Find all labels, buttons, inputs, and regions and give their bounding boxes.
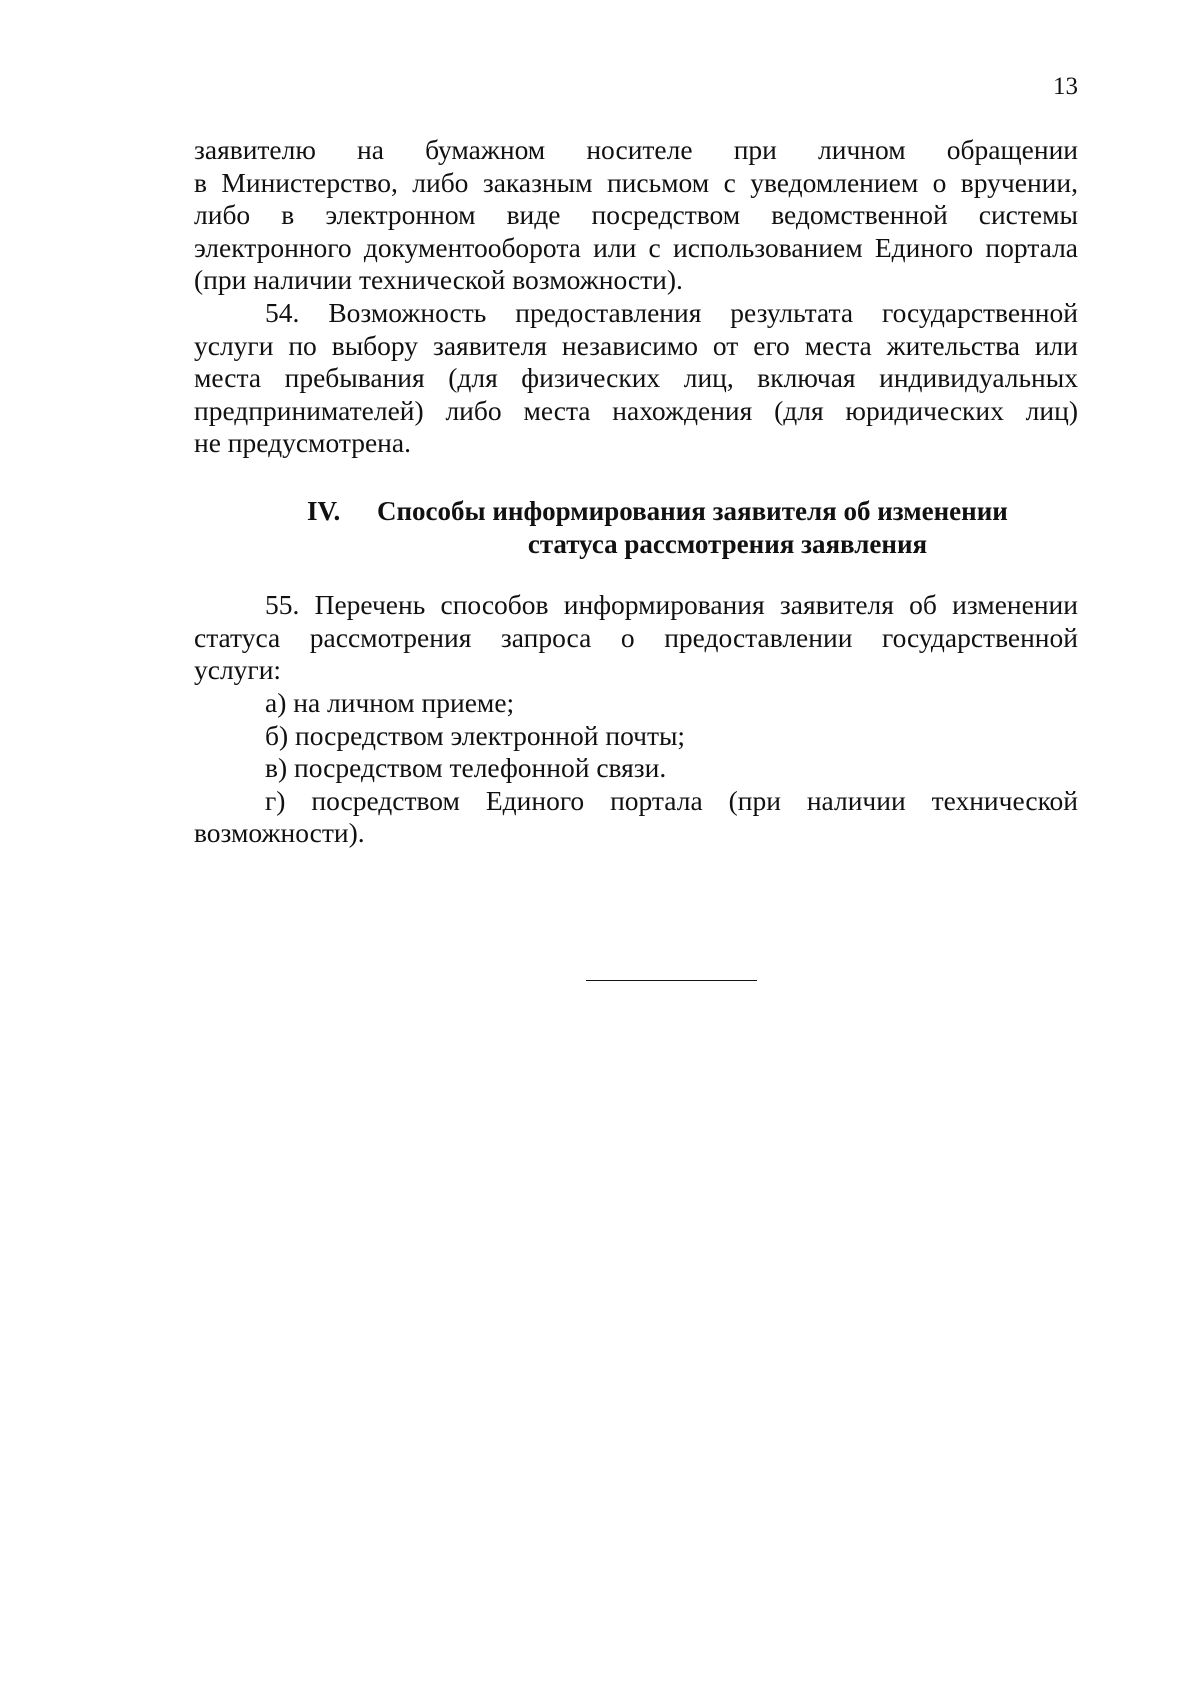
- list-item: г) посредством Единого портала (при наличии технической: [265, 784, 1078, 816]
- page-number: 13: [1053, 73, 1078, 100]
- text-line: (при наличии технической возможности).: [194, 264, 683, 296]
- text-line: заявителю на бумажном носителе при личном обращении: [194, 134, 1078, 165]
- method-list: [194, 687, 1078, 850]
- paragraph-54: [194, 297, 1078, 460]
- list-item: в) посредством телефонной связи.: [265, 752, 667, 784]
- section-heading: [194, 495, 1078, 561]
- end-divider-line: [586, 980, 757, 981]
- text-line: в Министерство, либо заказным письмом с уведомлением о вручении,: [194, 166, 1078, 198]
- section-title-line2: статуса рассмотрения заявления: [527, 529, 928, 559]
- text-line: не предусмотрена.: [194, 427, 411, 459]
- paragraph-55: [194, 589, 1078, 687]
- list-item: б) посредством электронной почты;: [265, 719, 686, 751]
- text-line: места пребывания (для физических лиц, включая индивидуальных: [194, 362, 1078, 394]
- text-line: электронного документооборота или с использованием Единого портала: [194, 231, 1078, 263]
- text-line: услуги по выбору заявителя независимо от его места жительства или: [194, 329, 1078, 361]
- text-line: 55. Перечень способов информирования заявителя об изменении: [265, 589, 1078, 620]
- list-item: а) на личном приеме;: [265, 687, 515, 718]
- text-line: услуги:: [194, 654, 282, 686]
- paragraph-53-continuation: [194, 134, 1078, 297]
- text-line: предпринимателей) либо места нахождения (для юридических лиц): [194, 394, 1078, 426]
- text-line: 54. Возможность предоставления результата государственной: [265, 297, 1078, 328]
- list-item-continuation: возможности).: [194, 817, 365, 849]
- section-numeral: IV.: [307, 496, 341, 526]
- text-line: статуса рассмотрения запроса о предоставлении государственной: [194, 621, 1078, 653]
- section-title-line1: Способы информирования заявителя об изменении: [377, 496, 1008, 526]
- text-line: либо в электронном виде посредством ведомственной системы: [194, 199, 1078, 231]
